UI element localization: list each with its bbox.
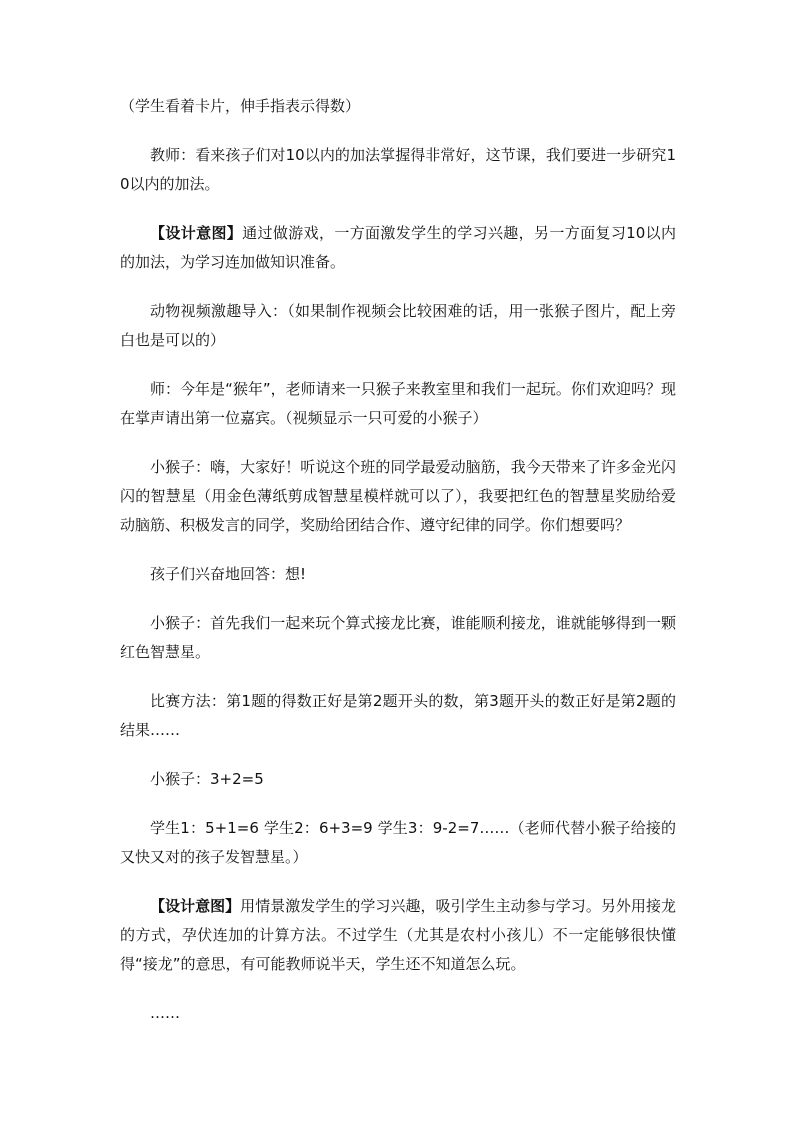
- paragraph-monkey-game: 小猴子：首先我们一起来玩个算式接龙比赛，谁能顺利接龙，谁就能够得到一颗红色智慧星。: [120, 614, 676, 661]
- paragraph-design-intent-1: [120, 219, 676, 277]
- paragraph-student-equations: 学生1：5+1=6 学生2：6+3=9 学生3：9-2=7……（老师代替小猴子给接的又快又对的孩子发智慧星。）: [120, 819, 676, 866]
- paragraph-children-answer: 孩子们兴奋地回答：想!: [150, 565, 307, 583]
- paragraph-ellipsis: ……: [150, 1004, 180, 1022]
- paragraph-game-rules: 比赛方法：第1题的得数正好是第2题开头的数，第3题开头的数正好是第2题的结果……: [120, 692, 676, 739]
- paragraph-student-action: （学生看着卡片，伸手指表示得数）: [120, 97, 361, 115]
- paragraph-monkey-greeting: 小猴子：嗨，大家好！听说这个班的同学最爱动脑筋，我今天带来了许多金光闪闪的智慧星（用金色薄纸剪成智慧星模样就可以了），我要把红色的智慧星奖励给爱动脑筋、积极发言的同学，奖励给团结合作、遵守纪律的同学。你们想要吗？: [120, 458, 676, 534]
- paragraph-monkey-equation: 小猴子：3+2=5: [150, 770, 264, 788]
- design-intent-label: 【设计意图】: [150, 897, 241, 915]
- paragraph-teacher-intro: 教师：看来孩子们对10以内的加法掌握得非常好，这节课，我们要进一步研究10以内的加法。: [120, 146, 676, 193]
- design-intent-text: 通过做游戏，一方面激发学生的学习兴趣，另一方面复习10以内的加法，为学习连加做知识准备。: [120, 224, 676, 271]
- paragraph-teacher-monkey-year: 师：今年是“猴年”，老师请来一只猴子来教室里和我们一起玩。你们欢迎吗？现在掌声请出第一位嘉宾。（视频显示一只可爱的小猴子）: [120, 380, 676, 427]
- document-page: [120, 92, 676, 1048]
- paragraph-video-intro: 动物视频激趣导入：（如果制作视频会比较困难的话，用一张猴子图片，配上旁白也是可以的）: [120, 302, 676, 349]
- design-intent-text: 用情景激发学生的学习兴趣，吸引学生主动参与学习。另外用接龙的方式，孕伏连加的计算方法。不过学生（尤其是农村小孩儿）不一定能够很快懂得“接龙”的意思，有可能教师说半天，学生还不知道怎么玩。: [120, 897, 676, 973]
- design-intent-label: 【设计意图】: [150, 224, 243, 242]
- paragraph-design-intent-2: [120, 892, 676, 979]
